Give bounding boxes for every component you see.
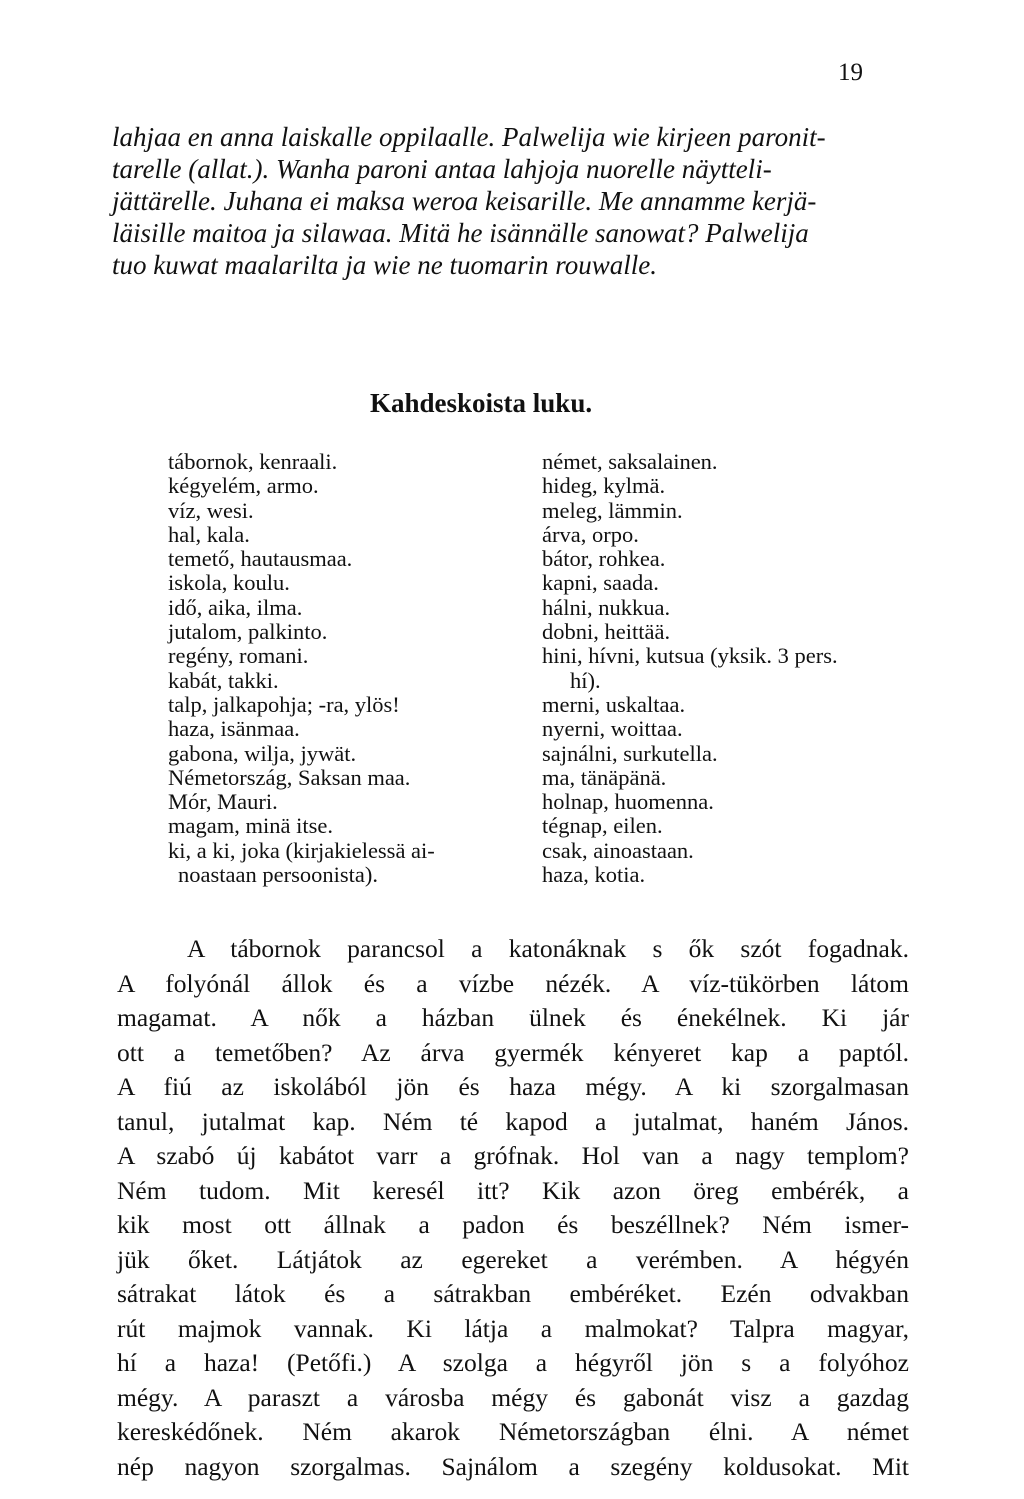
exercise-line: magamat. A nők a házban ülnek és énekélnek. Ki jár (117, 1003, 909, 1032)
intro-line: tarelle (allat.). Wanha paroni antaa lahjoja nuorelle näytteli- (112, 154, 772, 184)
vocab-entry: temető, hautausmaa. (168, 546, 353, 572)
vocab-entry: sajnálni, surkutella. (542, 740, 718, 766)
page-number: 19 (838, 59, 863, 86)
exercise-line: ott a temetőben? Az árva gyermék kényeret kap a paptól. (117, 1037, 909, 1067)
vocab-entry: haza, kotia. (542, 862, 646, 888)
vocab-entry: talp, jalkapohja; -ra, ylös! (168, 691, 400, 717)
exercise-line: rút majmok vannak. Ki látja a malmokat? Talpra magyar, (117, 1313, 909, 1343)
vocab-entry: dobni, heittää. (542, 619, 671, 645)
vocab-entry: árva, orpo. (542, 521, 639, 547)
vocab-entry: Mór, Mauri. (168, 789, 278, 815)
vocab-entry: iskola, koulu. (168, 570, 290, 596)
intro-line: läisille maitoa ja silawaa. Mitä he isännälle sanowat? Palwelija (112, 218, 809, 248)
exercise-line: A tábornok parancsol a katonáknak s ők szót fogadnak. (187, 934, 909, 963)
exercise-line: Ném tudom. Mit keresél itt? Kik azon öreg embérék, a (117, 1175, 909, 1205)
vocab-entry: merni, uskaltaa. (542, 691, 686, 717)
vocab-entry: Németország, Saksan maa. (168, 764, 411, 790)
vocab-entry: hini, hívni, kutsua (yksik. 3 pers. (542, 643, 838, 669)
vocab-entry: hálni, nukkua. (542, 594, 671, 620)
exercise-line: nép nagyon szorgalmas. Sajnálom a szegény koldusokat. Mit (117, 1451, 909, 1481)
exercise-line: kereskédőnek. Ném akarok Németországban élni. A német (117, 1417, 909, 1446)
intro-paragraph (112, 121, 912, 281)
vocab-entry: tábornok, kenraali. (168, 449, 338, 474)
intro-line: tuo kuwat maalarilta ja wie ne tuomarin rouwalle. (112, 250, 657, 280)
vocabulary-column-left (168, 450, 528, 887)
vocab-entry: ma, tänäpänä. (542, 764, 667, 790)
vocab-entry: ki, a ki, joka (kirjakielessä ai- (168, 837, 435, 863)
exercise-line: A fiú az iskolából jön és haza mégy. A ki szorgalmasan (117, 1072, 909, 1101)
vocab-entry: hideg, kylmä. (542, 473, 666, 499)
vocab-entry: idő, aika, ilma. (168, 594, 303, 620)
exercise-line: A szabó új kabátot varr a grófnak. Hol van a nagy templom? (117, 1141, 909, 1170)
vocab-entry: német, saksalainen. (542, 449, 718, 474)
vocab-entry: magam, minä itse. (168, 813, 333, 839)
exercise-line: kik most ott állnak a padon és beszéllnek? Ném ismer- (117, 1210, 909, 1239)
exercise-line: jük őket. Látjátok az egereket a verémben. A hégyén (117, 1244, 909, 1274)
vocab-entry: hal, kala. (168, 521, 250, 547)
vocab-entry: nyerni, woittaa. (542, 716, 683, 742)
exercise-line: A folyónál állok és a vízbe nézék. A víz-tükörben látom (117, 968, 909, 998)
vocab-entry: kégyelém, armo. (168, 473, 319, 499)
vocab-entry: jutalom, palkinto. (168, 619, 328, 645)
exercise-line: sátrakat látok és a sátrakban embéréket. Ezén odvakban (117, 1279, 909, 1308)
intro-line: lahjaa en anna laiskalle oppilaalle. Palwelija wie kirjeen paronit- (112, 122, 826, 152)
vocab-entry: kabát, takki. (168, 667, 279, 693)
vocab-entry: hí). (570, 667, 601, 693)
vocab-entry: regény, romani. (168, 643, 309, 669)
intro-line: jättärelle. Juhana ei maksa weroa keisarille. Me annamme kerjä- (112, 186, 817, 216)
vocab-entry: holnap, huomenna. (542, 789, 714, 815)
vocab-entry: tégnap, eilen. (542, 813, 663, 839)
exercise-line: tanul, jutalmat kap. Ném té kapod a jutalmat, haném János. (117, 1106, 909, 1136)
exercise-line: hí a haza! (Petőfi.) A szolga a hégyről jön s a folyóhoz (117, 1348, 909, 1377)
vocab-entry: meleg, lämmin. (542, 497, 683, 523)
vocab-entry: gabona, wilja, jywät. (168, 740, 357, 766)
exercise-line: mégy. A paraszt a városba mégy és gabonát visz a gazdag (117, 1382, 909, 1412)
vocab-entry: víz, wesi. (168, 497, 254, 523)
vocab-entry: noastaan persoonista). (178, 862, 378, 888)
section-title: Kahdeskoista luku. (370, 388, 593, 418)
vocab-entry: haza, isänmaa. (168, 716, 300, 742)
vocab-entry: kapni, saada. (542, 570, 659, 596)
vocab-entry: bátor, rohkea. (542, 546, 666, 572)
exercise-paragraph (117, 932, 909, 1484)
vocab-entry: csak, ainoastaan. (542, 837, 694, 863)
vocabulary-column-right (542, 450, 922, 887)
